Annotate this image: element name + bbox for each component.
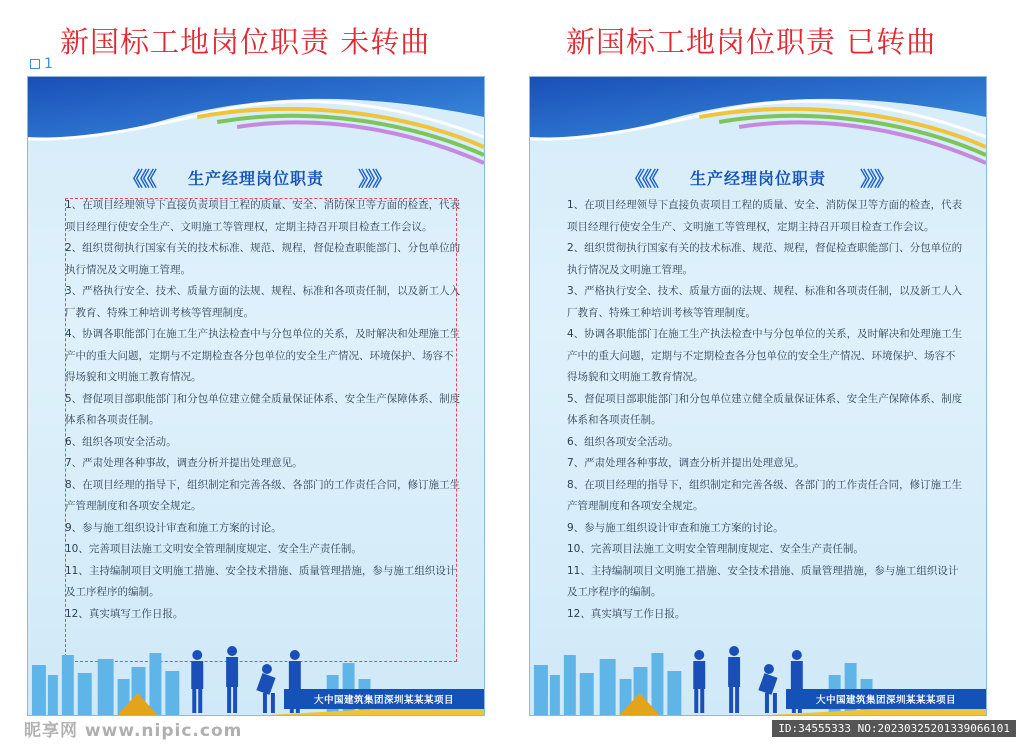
- duty-item: 12、真实填写工作日报。: [65, 607, 184, 620]
- duty-item: 12、真实填写工作日报。: [567, 607, 686, 620]
- poster-title: 生产经理岗位职责: [689, 169, 826, 188]
- duty-item: 10、完善项目法施工文明安全管理制度规定、安全生产责任制。: [567, 543, 864, 555]
- footer-banner: 大中国建筑集团深圳某某某项目: [786, 689, 986, 709]
- duty-item: 2、组织贯彻执行国家有关的技术标准、规范、规程，督促检查职能部门、分包单位的执行情况及文明施工管理。: [567, 242, 963, 276]
- wave-banner: [28, 77, 484, 167]
- artboard-square-icon: [30, 59, 40, 69]
- header-unconverted: 新国标工地岗位职责 未转曲: [60, 25, 431, 59]
- watermark: 昵享网 www.nipic.com: [24, 721, 243, 741]
- duty-item: 6、组织各项安全活动。: [65, 435, 177, 448]
- chevron-right-icon: 》》》: [358, 167, 389, 191]
- artboard-number: 1: [44, 56, 53, 72]
- duty-item: 3、严格执行安全、技术、质量方面的法规、规程、标准和各项责任制，以及新工人入厂教育、特殊工种培训考核等管理制度。: [65, 285, 461, 319]
- poster-title: 生产经理岗位职责: [187, 169, 324, 188]
- artboard-marker[interactable]: [30, 56, 53, 72]
- duty-item: 7、严肃处理各种事故，调查分析并提出处理意见。: [567, 457, 805, 469]
- duty-item: 4、协调各职能部门在施工生产执法检查中与分包单位的关系，及时解决和处理施工生产中的重大问题，定期与不定期检查各分包单位的安全生产情况、环境保护、场容不得场貌和文明施工教育情况。: [65, 328, 461, 383]
- duty-item: 2、组织贯彻执行国家有关的技术标准、规范、规程，督促检查职能部门、分包单位的执行情况及文明施工管理。: [65, 242, 461, 276]
- duty-item: 7、严肃处理各种事故，调查分析并提出处理意见。: [65, 457, 303, 469]
- title-row: [530, 163, 986, 192]
- chevron-left-icon: 《《《: [122, 167, 154, 191]
- duty-item: 11、主持编制项目文明施工措施、安全技术措施、质量管理措施，参与施工组织设计及工序程序的编制。: [65, 564, 457, 598]
- chevron-left-icon: 《《《: [624, 167, 656, 191]
- header-converted: 新国标工地岗位职责 已转曲: [566, 25, 937, 59]
- footer-banner: 大中国建筑集团深圳某某某项目: [284, 689, 484, 709]
- chevron-right-icon: 》》》: [860, 167, 891, 191]
- wave-banner: [530, 77, 986, 167]
- duty-item: 9、参与施工组织设计审查和施工方案的讨论。: [567, 521, 784, 534]
- duty-item: 5、督促项目部职能部门和分包单位建立健全质量保证体系、安全生产保障体系、制度体系和各项责任制。: [65, 392, 461, 426]
- poster-left[interactable]: [27, 76, 485, 716]
- duty-item: 9、参与施工组织设计审查和施工方案的讨论。: [65, 521, 282, 534]
- duty-item: 5、督促项目部职能部门和分包单位建立健全质量保证体系、安全生产保障体系、制度体系和各项责任制。: [567, 392, 963, 426]
- image-id-label: ID:34555333 NO:20230325201339066101: [772, 720, 1016, 737]
- duty-item: 1、在项目经理领导下直接负责项目工程的质量、安全、消防保卫等方面的检查，代表项目经理行使安全生产、文明施工等管理权，定期主持召开项目检查工作会议。: [65, 199, 461, 233]
- duty-item: 10、完善项目法施工文明安全管理制度规定、安全生产责任制。: [65, 543, 362, 555]
- duty-item: 4、协调各职能部门在施工生产执法检查中与分包单位的关系，及时解决和处理施工生产中的重大问题，定期与不定期检查各分包单位的安全生产情况、环境保护、场容不得场貌和文明施工教育情况。: [567, 328, 963, 383]
- title-row: [28, 163, 484, 192]
- duty-item: 8、在项目经理的指导下，组织制定和完善各级、各部门的工作责任合同，修订施工生产管理制度和各项安全规定。: [567, 478, 963, 512]
- duty-item: 11、主持编制项目文明施工措施、安全技术措施、质量管理措施，参与施工组织设计及工序程序的编制。: [567, 564, 959, 598]
- duty-item: 8、在项目经理的指导下，组织制定和完善各级、各部门的工作责任合同，修订施工生产管理制度和各项安全规定。: [65, 478, 461, 512]
- duty-list: [65, 195, 463, 625]
- duty-item: 3、严格执行安全、技术、质量方面的法规、规程、标准和各项责任制，以及新工人入厂教育、特殊工种培训考核等管理制度。: [567, 285, 963, 319]
- poster-right[interactable]: [529, 76, 987, 716]
- duty-item: 6、组织各项安全活动。: [567, 435, 679, 448]
- duty-list: [567, 195, 965, 625]
- duty-item: 1、在项目经理领导下直接负责项目工程的质量、安全、消防保卫等方面的检查，代表项目经理行使安全生产、文明施工等管理权，定期主持召开项目检查工作会议。: [567, 199, 963, 233]
